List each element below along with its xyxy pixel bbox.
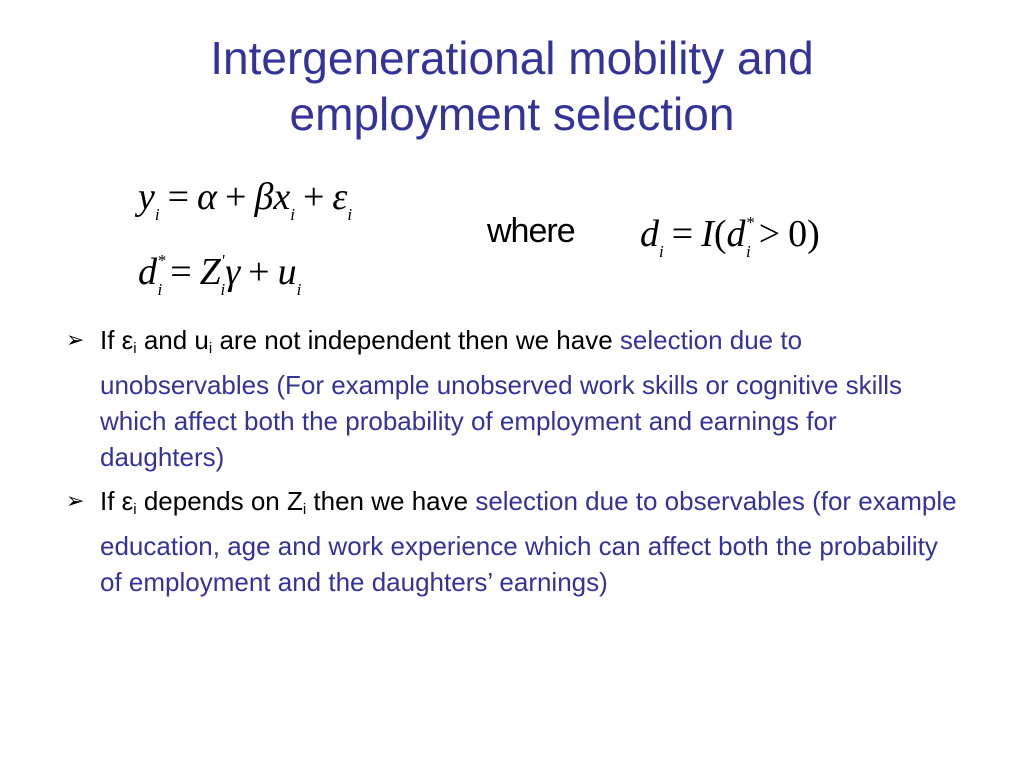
where-label: where [487,212,575,250]
bullet-text-part: If ε [100,325,134,355]
arrow-bullet-icon: ➢ [66,488,85,513]
bullet-text-part: and u [136,325,209,355]
bullet-subscript: i [302,501,307,518]
bullet-subscript: i [208,340,213,357]
bullet-text-part: If ε [100,486,134,516]
bullet-highlight: selection due to observables (for example education, age and work experience which can affect both the probability of employment and the daughters’ earnings) [100,486,957,597]
eq1-equals: = [167,176,190,218]
bullet-text-part: depends on Z [136,486,303,516]
slide-title-line-2: employment selection [289,88,735,140]
eq2-Z-subscript: i [220,280,226,299]
eq3-dstar-subscript: i [745,242,751,261]
bullet-highlight: selection due to unobservables (For example unobserved work skills or cognitive skills which affect both the probability of employment and earnings for daughters) [100,325,903,472]
bullet-text-part: then we have [306,486,476,516]
eq2-Z-superscript: ' [220,251,225,270]
eq3-I: I [701,213,714,255]
eq1-epsilon-subscript: i [347,205,353,224]
eq3-zero-close: 0) [788,213,820,255]
slide-title [0,30,1024,142]
eq2-d-superscript: * [157,251,166,270]
bullet-item-observables [66,483,966,600]
slide-title-line-1: Intergenerational mobility and [210,32,814,84]
eq1-y: y [138,176,155,218]
eq1-x-subscript: i [290,205,295,224]
eq3-open-paren: ( [713,213,727,255]
eq1-plus-1: + [225,176,247,218]
eq2-gamma: γ [225,251,241,293]
bullet-text-part: are not independent then we have [212,325,620,355]
eq2-d: d [138,251,157,293]
eq2-u: u [277,251,297,293]
eq1-x: x [273,176,291,218]
eq2-equals: = [170,251,192,293]
outcome-equation [138,178,352,223]
selection-equation [138,252,301,298]
arrow-bullet-icon: ➢ [66,327,85,352]
indicator-equation [640,214,820,260]
eq1-alpha: α [197,176,217,218]
eq3-d: d [640,213,659,255]
eq1-plus-2: + [302,176,325,218]
eq1-beta: β [254,176,274,218]
eq3-d-subscript: i [659,242,664,261]
eq3-greater-than: > [758,213,781,255]
bullet-subscript: i [133,501,137,518]
eq2-plus: + [248,251,270,293]
eq2-u-subscript: i [296,280,302,299]
eq3-dstar: d [726,213,746,255]
eq1-y-subscript: i [154,205,160,224]
bullet-item-unobservables [66,322,966,475]
eq3-equals: = [671,213,694,255]
bullet-list [66,322,966,608]
eq1-epsilon: ε [332,176,348,218]
bullet-subscript: i [133,340,137,357]
eq2-Z: Z [199,251,221,293]
eq2-d-subscript: i [157,280,163,299]
eq3-dstar-superscript: * [745,213,754,232]
